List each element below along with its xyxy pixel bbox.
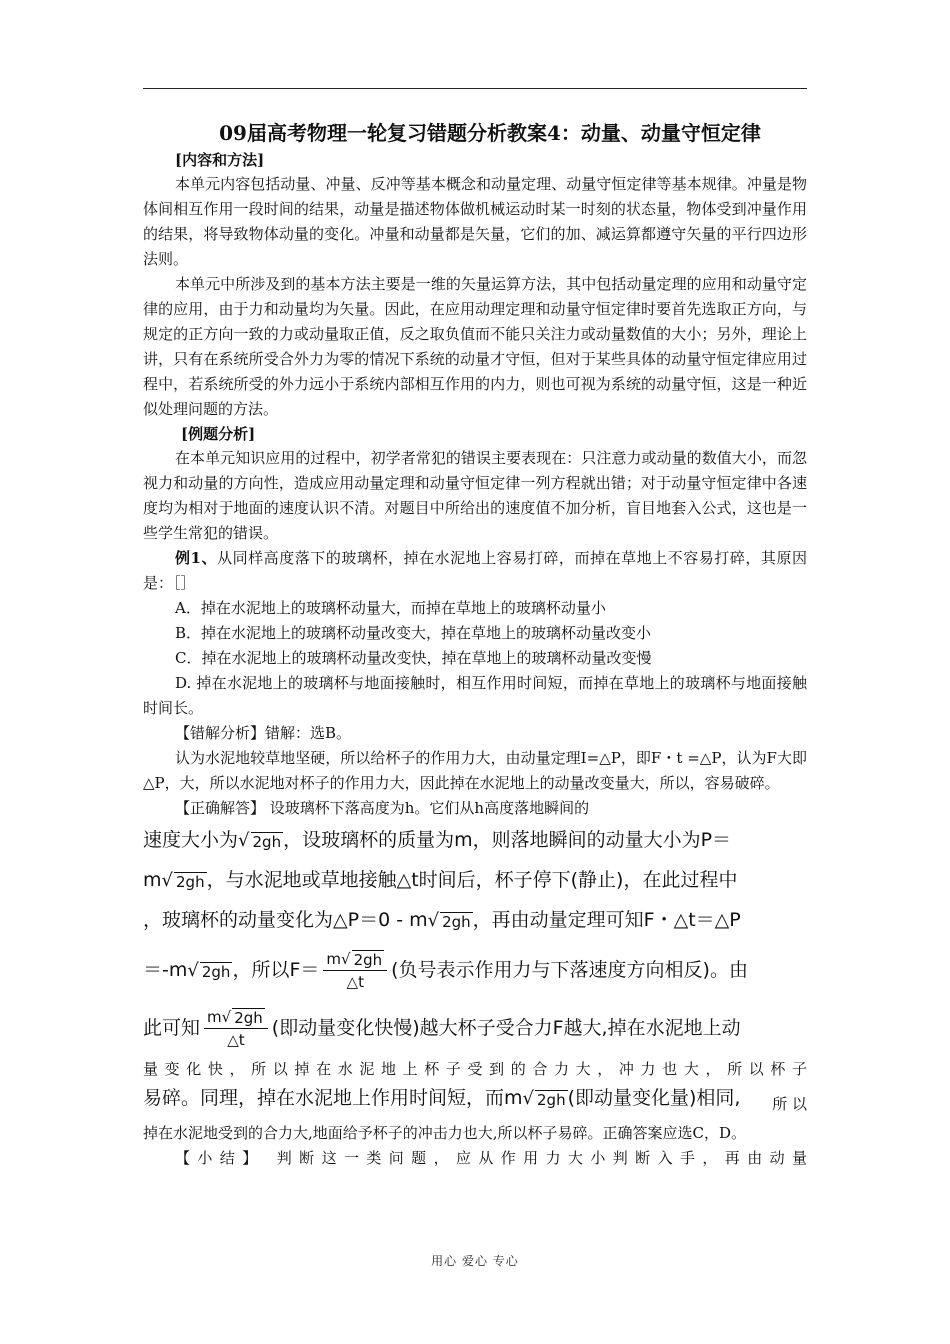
radical-sign: √ xyxy=(238,830,250,851)
radical-sign: √ xyxy=(187,960,199,981)
formula-text: 此可知 xyxy=(143,1017,201,1039)
fraction-denominator: △t xyxy=(227,1031,245,1049)
intro-paragraph-3: 在本单元知识应用的过程中，初学者常犯的错误主要表现在：只注意力或动量的数值大小，而忽视力和动量的方向性，造成应用动量定理和动量守恒定律一列方程就出错；对于动量守恒定律中各速度均为相对于地面的速度认识不清。对题目中所给出的速度值不加分析，盲目地套入公式，这也是一些学生常犯的错误。 xyxy=(143,449,807,542)
formula-text: ，玻璃杯的动量变化为△P＝0 - m xyxy=(143,909,428,931)
formula-line-2 xyxy=(143,861,807,901)
radical-sign: √ xyxy=(427,910,440,931)
intro-paragraph-1: 本单元内容包括动量、冲量、反冲等基本概念和动量定理、动量守恒定律等基本规律。冲量是物体间相互作用一段时间的结果，动量是描述物体做机械运动时某一时刻的状态量，物体受到冲量作用的结果，将导致物体动量的变化。冲量和动量都是矢量，它们的加、减运算都遵守矢量的平行四边形法则。 xyxy=(143,175,807,268)
sqrt-2gh: 2gh xyxy=(442,913,471,931)
option-c: C．掉在水泥地上的玻璃杯动量改变快，掉在草地上的玻璃杯动量改变慢 xyxy=(175,649,652,667)
document-title: 09届高考物理一轮复习错题分析教案4：动量、动量守恒定律 xyxy=(219,121,761,145)
option-a: A．掉在水泥地上的玻璃杯动量大，而掉在草地上的玻璃杯动量小 xyxy=(175,599,606,617)
numerator-m: m xyxy=(326,950,341,968)
intro-paragraph-2: 本单元中所涉及到的基本方法主要是一维的矢量运算方法，其中包括动量定理的应用和动量守定律的应用，由于力和动量均为矢量。因此，在应用动理定理和动量守恒定律时要首先选取正方向，与规定的正方向一致的力或动量取正值，反之取负值而不能只关注力或动量数值的大小；另外，理论上讲，只有在系统所受合外力为零的情况下系统的动量才守恒，但对于某些具体的动量守恒定律应用过程中，若系统所受的外力远小于系统内部相互作用的内力，则也可视为系统的动量守恒，这是一种近似处理问题的方法。 xyxy=(143,275,807,418)
conclusion-line-1: 量变化快，所以掉在水泥地上杯子受到的合力大，冲力也大，所以杯子 xyxy=(143,1060,807,1078)
option-b: B．掉在水泥地上的玻璃杯动量改变大，掉在草地上的玻璃杯动量改变小 xyxy=(175,624,652,642)
sqrt-2gh: 2gh xyxy=(201,963,231,981)
formula-text: (即动量变化量)相同, xyxy=(567,1087,741,1109)
formula-text: ＝-m xyxy=(143,959,188,981)
option-d: D. 掉在水泥地上的玻璃杯与地面接触时，相互作用时间短，而掉在草地上的玻璃杯与地面接触时间长。 xyxy=(143,674,807,717)
radical-sign: √ xyxy=(161,870,173,891)
conclusion-line-3: 掉在水泥地受到的合力大,地面给予杯子的冲击力也大,所以杯子易碎。正确答案应选C，D。 xyxy=(143,1124,747,1142)
fraction-numerator: m√ 2gh xyxy=(204,1006,268,1029)
formula-text: 速度大小为 xyxy=(143,829,239,851)
header-rule xyxy=(143,88,807,89)
formula-text: ，所以F＝ xyxy=(232,959,320,981)
formula-line-3 xyxy=(143,901,807,941)
formula-text: m xyxy=(143,869,162,891)
formula-line-5 xyxy=(143,999,807,1057)
fraction-m-sqrt2gh-over-dt xyxy=(323,948,387,993)
summary-line: 【小结】 判断这一类问题，应从作用力大小判断入手，再由动量 xyxy=(175,1149,807,1167)
example-1-question xyxy=(143,546,807,596)
sqrt-2gh: 2gh xyxy=(353,951,383,969)
conclusion-line-2 xyxy=(143,1082,807,1115)
fraction-numerator: m√ 2gh xyxy=(323,948,387,971)
wrong-solution-heading: 【错解分析】错解：选B。 xyxy=(175,724,352,742)
formula-text: ，与水泥地或草地接触△t时间后，杯子停下(静止)，在此过程中 xyxy=(206,869,738,891)
numerator-m: m xyxy=(207,1008,222,1026)
section-heading-examples: [例题分析] xyxy=(181,425,256,443)
sqrt-2gh: 2gh xyxy=(176,873,205,891)
correct-solution-heading: 【正确解答】 设玻璃杯下落高度为h。它们从h高度落地瞬间的 xyxy=(175,799,590,817)
section-heading-content-method: [内容和方法] xyxy=(175,151,265,169)
sqrt-2gh: 2gh xyxy=(234,1009,263,1027)
document-body xyxy=(143,118,807,1171)
fraction-denominator: △t xyxy=(346,973,364,991)
formula-text: ，设玻璃杯的质量为m，则落地瞬间的动量大小为P＝ xyxy=(283,829,732,851)
formula-text: (即动量变化快慢)越大杯子受合力F越大,掉在水泥地上动 xyxy=(271,1017,741,1039)
formula-line-4 xyxy=(143,941,807,999)
sqrt-2gh: 2gh xyxy=(252,833,282,851)
wrong-solution-body: 认为水泥地较草地坚硬，所以给杯子的作用力大，由动量定理I=△P，即F・t =△P，认为F大即△P，大，所以水泥地对杯子的作用力大，因此掉在水泥地上的动量改变量大，所以，容易破碎。 xyxy=(143,749,807,792)
formula-text: ，再由动量定理可知F・△t＝△P xyxy=(472,909,741,931)
formula-text-suffix: 所 以 xyxy=(772,1095,807,1113)
example-1-label: 例1、 xyxy=(175,549,218,567)
formula-text: (负号表示作用力与下落速度方向相反)。由 xyxy=(391,959,748,981)
example-1-text: 从同样高度落下的玻璃杯，掉在水泥地上容易打碎，而掉在草地上不容易打碎，其原因是：［］ xyxy=(143,549,807,592)
formula-text: 易碎。同理，掉在水泥地上作用时间短，而m xyxy=(143,1087,523,1109)
formula-line-1 xyxy=(143,821,807,861)
sqrt-2gh: 2gh xyxy=(537,1091,566,1109)
fraction-m-sqrt2gh-over-dt xyxy=(204,1006,268,1051)
page-footer: 用心 爱心 专心 xyxy=(431,1254,519,1268)
radical-sign: √ xyxy=(522,1088,534,1109)
